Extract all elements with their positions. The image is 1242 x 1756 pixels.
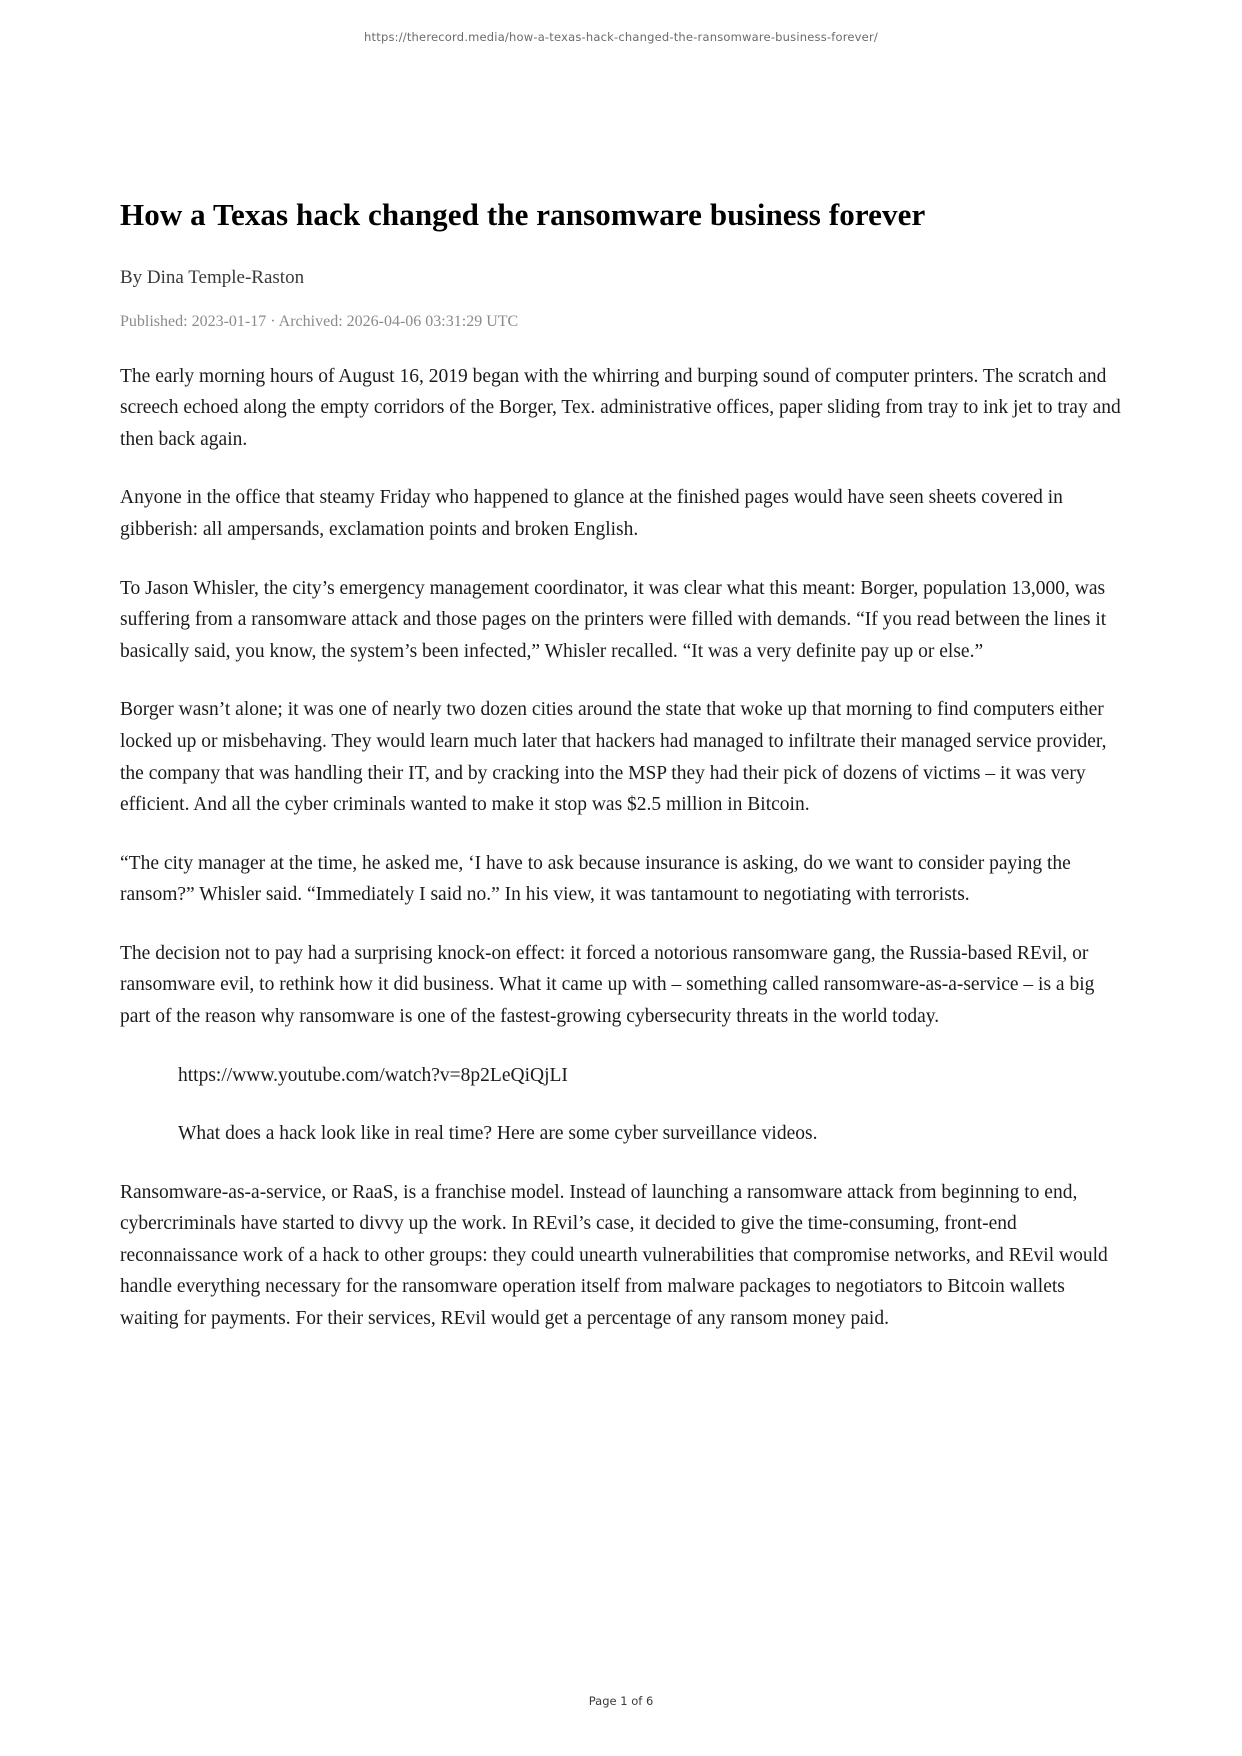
paragraph: Borger wasn’t alone; it was one of nearly two dozen cities around the state that woke up that morning to find computers either locked up or misbehaving. They would learn much later that hackers had managed to infiltrate their managed service provider, the company that was handling their IT, and by cracking into the MSP they had their pick of dozens of victims – it was very efficient. And all the cyber criminals wanted to make it stop was $2.5 million in Bitcoin. xyxy=(120,699,1107,816)
youtube-url[interactable]: https://www.youtube.com/watch?v=8p2LeQiQjLI xyxy=(178,1064,568,1086)
source-url: https://therecord.media/how-a-texas-hack-changed-the-ransomware-business-forever/ xyxy=(364,30,878,44)
page-number: Page 1 of 6 xyxy=(588,1694,654,1708)
article-content xyxy=(0,196,1242,1335)
embed-caption: What does a hack look like in real time? Here are some cyber surveillance videos. xyxy=(178,1123,818,1145)
publish-archive-meta: Published: 2023-01-17 · Archived: 2026-04-06 03:31:29 UTC xyxy=(120,312,519,330)
youtube-embed-link[interactable] xyxy=(178,1060,1122,1092)
paragraph: Anyone in the office that steamy Friday who happened to glance at the finished pages would have seen sheets covered in gibberish: all ampersands, exclamation points and broken English. xyxy=(120,487,1063,541)
paragraph: The decision not to pay had a surprising knock-on effect: it forced a notorious ransomware gang, the Russia-based REvil, or ransomware evil, to rethink how it did business. What it came up with – something called ransomware-as-a-service – is a big part of the reason why ransomware is one of the fastest-growing cybersecurity threats in the world today. xyxy=(120,942,1095,1027)
paragraph: The early morning hours of August 16, 2019 began with the whirring and burping sound of computer printers. The scratch and screech echoed along the empty corridors of the Borger, Tex. administrative offices, paper sliding from tray to ink jet to tray and then back again. xyxy=(120,365,1121,450)
article-body xyxy=(120,361,1122,1335)
paragraph: To Jason Whisler, the city’s emergency management coordinator, it was clear what this meant: Borger, population 13,000, was suffering from a ransomware attack and those pages on the printers were filled with demands. “If you read between the lines it basically said, you know, the system’s been infected,” Whisler recalled. “It was a very definite pay up or else.” xyxy=(120,577,1107,662)
paragraph: “The city manager at the time, he asked me, ‘I have to ask because insurance is asking, do we want to consider paying the ransom?” Whisler said. “Immediately I said no.” In his view, it was tantamount to negotiating with terrorists. xyxy=(120,852,1071,906)
paragraph: Ransomware-as-a-service, or RaaS, is a franchise model. Instead of launching a ransomware attack from beginning to end, cybercriminals have started to divvy up the work. In REvil’s case, it decided to give the time-consuming, front-end reconnaissance work of a hack to other groups: they could unearth vulnerabilities that compromise networks, and REvil would handle everything necessary for the ransomware operation itself from malware packages to negotiators to Bitcoin wallets waiting for payments. For their services, REvil would get a percentage of any ransom money paid. xyxy=(120,1181,1108,1330)
article-title: How a Texas hack changed the ransomware business forever xyxy=(120,197,926,232)
byline: By Dina Temple-Raston xyxy=(120,266,305,288)
